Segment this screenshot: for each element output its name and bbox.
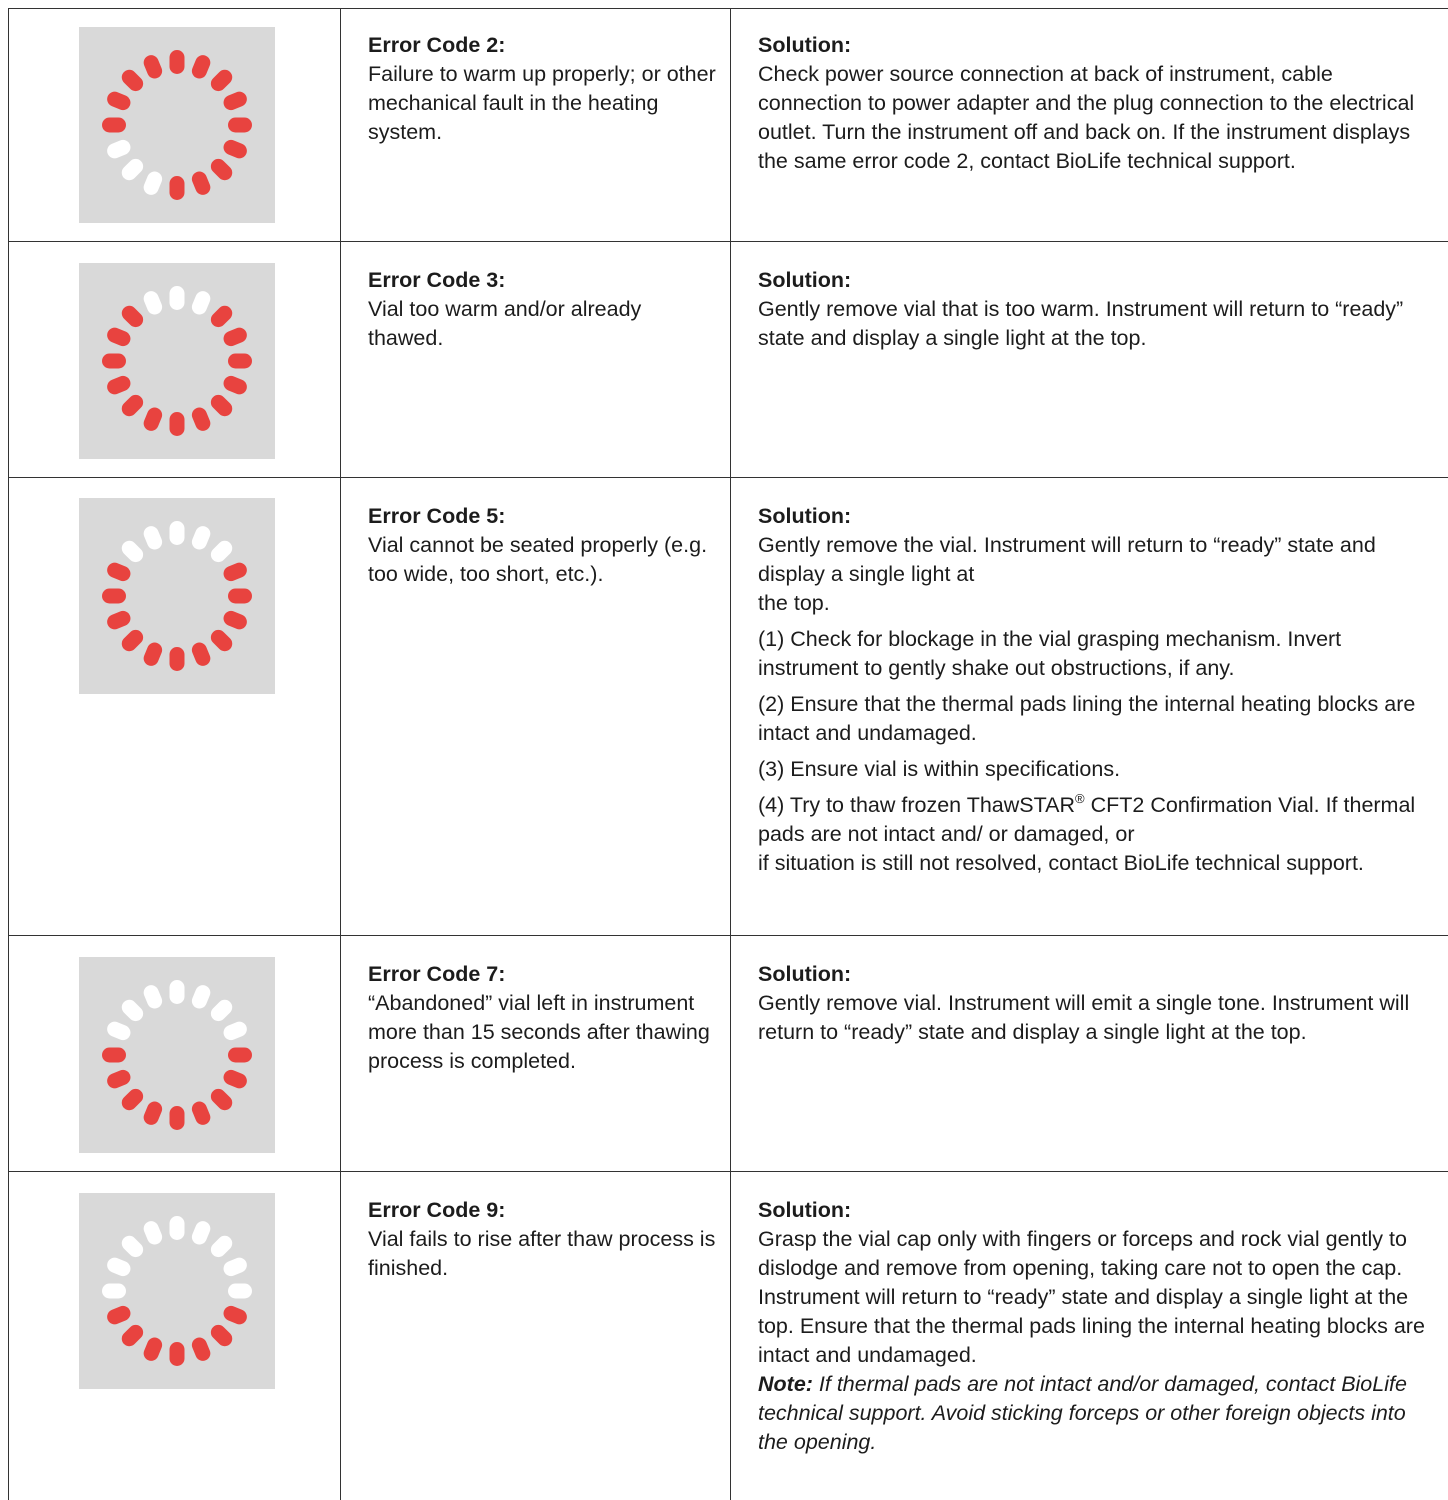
table-row-error-5 (8, 477, 1448, 935)
error-code-title: Error Code 9: (368, 1198, 506, 1222)
led-segment-unlit (119, 1233, 147, 1261)
led-segment-lit (221, 138, 249, 161)
solution-text: Gently remove vial that is too warm. Instrument will return to “ready” state and display a single light at the top. (758, 297, 1404, 350)
led-segment-lit (141, 640, 164, 668)
error-code-title: Error Code 3: (368, 268, 506, 292)
led-segment-unlit (119, 538, 147, 566)
led-segment-lit (190, 53, 213, 81)
led-segment-lit (228, 118, 252, 133)
table-row-error-3 (8, 241, 1448, 477)
led-segment-lit (208, 156, 236, 184)
led-segment-lit (102, 118, 126, 133)
led-segment-unlit (141, 983, 164, 1011)
led-segment-unlit (170, 1216, 185, 1240)
indicator-panel (79, 1193, 275, 1389)
led-segment-unlit (141, 524, 164, 552)
led-segment-lit (102, 1048, 126, 1063)
solution-title: Solution: (758, 504, 852, 528)
solution-cell (730, 1171, 1448, 1500)
led-segment-lit (228, 1048, 252, 1063)
error-code-description: “Abandoned” vial left in instrument more than 15 seconds after thawing process is completed. (368, 991, 710, 1073)
solution-step-4 (758, 791, 1438, 849)
solution-title: Solution: (758, 1198, 852, 1222)
led-segment-lit (190, 169, 213, 197)
led-segment-lit (221, 89, 249, 112)
led-segment-lit (190, 1099, 213, 1127)
led-segment-unlit (105, 1019, 133, 1042)
led-segment-lit (208, 1086, 236, 1114)
led-segment-unlit (190, 524, 213, 552)
led-segment-lit (170, 50, 185, 74)
error-code-description: Vial too warm and/or already thawed. (368, 297, 642, 350)
led-segment-lit (190, 405, 213, 433)
error-code-title: Error Code 2: (368, 33, 506, 57)
led-segment-lit (208, 67, 236, 95)
solution-cell (730, 477, 1448, 935)
led-segment-unlit (141, 1219, 164, 1247)
solution-cell (730, 8, 1448, 241)
error-code-description: Vial fails to rise after thaw process is finished. (368, 1227, 716, 1280)
indicator-panel (79, 957, 275, 1153)
led-segment-lit (221, 325, 249, 348)
led-segment-lit (119, 67, 147, 95)
led-segment-unlit (170, 521, 185, 545)
registered-mark: ® (1075, 791, 1085, 806)
solution-title: Solution: (758, 33, 852, 57)
led-segment-lit (119, 1086, 147, 1114)
led-segment-lit (228, 589, 252, 604)
solution-step-2: (2) Ensure that the thermal pads lining the internal heating blocks are intact and undamaged. (758, 692, 1416, 745)
led-segment-unlit (190, 289, 213, 317)
led-segment-lit (102, 589, 126, 604)
led-segment-lit (228, 354, 252, 369)
table-row-error-9 (8, 1171, 1448, 1500)
led-ring-icon (79, 263, 275, 459)
led-segment-lit (170, 1106, 185, 1130)
led-segment-unlit (170, 980, 185, 1004)
error-code-description: Vial cannot be seated properly (e.g. too wide, too short, etc.). (368, 533, 708, 586)
led-segment-lit (105, 1068, 133, 1091)
solution-text: Grasp the vial cap only with fingers or forceps and rock vial gently to dislodge and remove from opening, taking care not to open the cap. Instrument will return to “ready” state and display a single light at the top. Ensure that the thermal pads lining the internal heating blocks are intact and undamaged. (758, 1227, 1425, 1367)
led-segment-unlit (170, 286, 185, 310)
error-code-cell (340, 241, 730, 477)
indicator-panel (79, 27, 275, 223)
error-code-title: Error Code 7: (368, 962, 506, 986)
led-segment-lit (221, 609, 249, 632)
led-segment-lit (208, 392, 236, 420)
led-segment-lit (170, 412, 185, 436)
led-segment-lit (119, 392, 147, 420)
led-segment-unlit (190, 1219, 213, 1247)
solution-text: Gently remove vial. Instrument will emit a single tone. Instrument will return to “ready” state and display a single light at the top. (758, 991, 1410, 1044)
led-segment-lit (105, 560, 133, 583)
led-segment-lit (105, 89, 133, 112)
led-ring-icon (79, 27, 275, 223)
note-text: If thermal pads are not intact and/or damaged, contact BioLife technical support. Avoid sticking forceps or other foreign objects into the opening. (758, 1372, 1407, 1454)
error-code-title: Error Code 5: (368, 504, 506, 528)
led-segment-lit (105, 374, 133, 397)
step-4-text-continued: CFT2 Confirmation Vial. If thermal pads are not intact and/ or damaged, or (758, 793, 1416, 846)
led-segment-lit (170, 647, 185, 671)
led-segment-lit (119, 627, 147, 655)
indicator-panel (79, 263, 275, 459)
led-segment-unlit (228, 1284, 252, 1299)
led-segment-unlit (141, 289, 164, 317)
led-segment-lit (190, 640, 213, 668)
solution-text-line-1: Gently remove the vial. Instrument will return to “ready” state and display a single light at (758, 533, 1376, 586)
solution-title: Solution: (758, 268, 852, 292)
indicator-cell (8, 477, 340, 935)
note-label: Note: (758, 1372, 813, 1396)
led-segment-unlit (221, 1255, 249, 1278)
led-segment-lit (221, 1068, 249, 1091)
solution-step-1: (1) Check for blockage in the vial grasping mechanism. Invert instrument to gently shake out obstructions, if any. (758, 627, 1342, 680)
led-segment-unlit (105, 1255, 133, 1278)
error-code-cell (340, 8, 730, 241)
indicator-cell (8, 1171, 340, 1500)
led-segment-unlit (208, 538, 236, 566)
led-segment-unlit (208, 1233, 236, 1261)
led-segment-lit (170, 176, 185, 200)
led-segment-lit (221, 374, 249, 397)
led-segment-lit (141, 53, 164, 81)
led-segment-lit (170, 1342, 185, 1366)
led-segment-lit (119, 1322, 147, 1350)
led-segment-lit (190, 1335, 213, 1363)
led-segment-lit (208, 1322, 236, 1350)
error-code-cell (340, 477, 730, 935)
led-segment-lit (119, 303, 147, 331)
error-code-table (8, 8, 1448, 1500)
led-ring-icon (79, 1193, 275, 1389)
led-segment-lit (105, 325, 133, 348)
led-segment-lit (102, 354, 126, 369)
led-segment-lit (221, 1304, 249, 1327)
indicator-cell (8, 241, 340, 477)
led-segment-lit (105, 609, 133, 632)
solution-title: Solution: (758, 962, 852, 986)
led-segment-unlit (221, 1019, 249, 1042)
led-segment-lit (141, 1099, 164, 1127)
solution-cell (730, 935, 1448, 1171)
error-code-cell (340, 1171, 730, 1500)
table-row-error-7 (8, 935, 1448, 1171)
solution-text: Check power source connection at back of instrument, cable connection to power adapter and the plug connection to the electrical outlet. Turn the instrument off and back on. If the instrument displays the same error code 2, contact BioLife technical support. (758, 62, 1415, 173)
led-segment-unlit (141, 169, 164, 197)
led-segment-lit (105, 1304, 133, 1327)
led-segment-lit (141, 1335, 164, 1363)
led-segment-unlit (119, 997, 147, 1025)
solution-cell (730, 241, 1448, 477)
indicator-cell (8, 8, 340, 241)
led-segment-lit (141, 405, 164, 433)
solution-note (758, 1370, 1438, 1457)
led-segment-lit (208, 303, 236, 331)
indicator-panel (79, 498, 275, 694)
led-segment-lit (221, 560, 249, 583)
led-segment-unlit (208, 997, 236, 1025)
error-code-cell (340, 935, 730, 1171)
led-ring-icon (79, 498, 275, 694)
solution-step-3: (3) Ensure vial is within specifications. (758, 757, 1121, 781)
table-row-error-2 (8, 8, 1448, 241)
led-segment-unlit (105, 138, 133, 161)
solution-text-line-2: the top. (758, 591, 830, 615)
led-segment-unlit (190, 983, 213, 1011)
led-segment-unlit (102, 1284, 126, 1299)
step-4-text: (4) Try to thaw frozen ThawSTAR (758, 793, 1076, 817)
error-code-description: Failure to warm up properly; or other mechanical fault in the heating system. (368, 62, 716, 144)
led-segment-lit (208, 627, 236, 655)
led-ring-icon (79, 957, 275, 1153)
solution-step-4-continued: if situation is still not resolved, contact BioLife technical support. (758, 851, 1364, 875)
indicator-cell (8, 935, 340, 1171)
led-segment-unlit (119, 156, 147, 184)
